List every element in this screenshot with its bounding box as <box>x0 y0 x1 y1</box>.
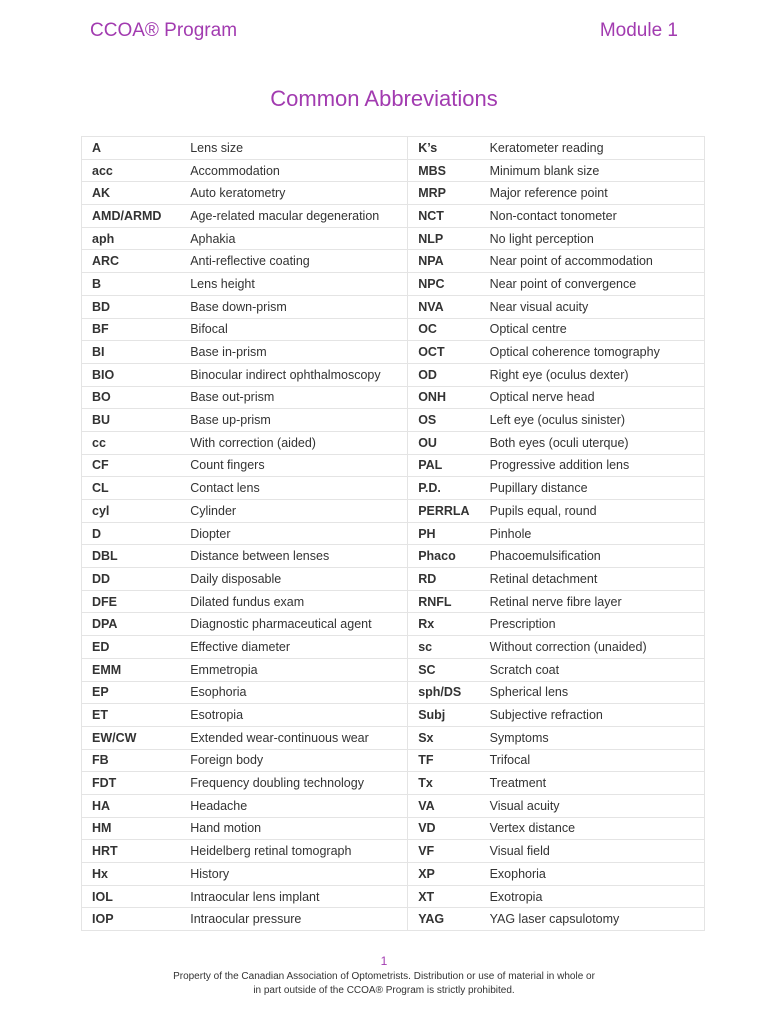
table-row <box>82 182 705 205</box>
abbreviation-cell: ARC <box>82 250 181 273</box>
meaning-cell: Base up-prism <box>180 409 407 432</box>
meaning-cell: Both eyes (oculi uterque) <box>480 431 705 454</box>
table-row <box>82 386 705 409</box>
abbreviation-cell: OU <box>408 431 480 454</box>
abbreviation-cell: acc <box>82 159 181 182</box>
abbreviation-cell: AMD/ARMD <box>82 205 181 228</box>
table-row <box>82 363 705 386</box>
meaning-cell: Visual acuity <box>480 794 705 817</box>
table-row <box>82 159 705 182</box>
abbreviation-cell: OS <box>408 409 480 432</box>
table-row <box>82 885 705 908</box>
meaning-cell: Foreign body <box>180 749 407 772</box>
table-row <box>82 477 705 500</box>
meaning-cell: Left eye (oculus sinister) <box>480 409 705 432</box>
meaning-cell: Major reference point <box>480 182 705 205</box>
meaning-cell: Spherical lens <box>480 681 705 704</box>
meaning-cell: Symptoms <box>480 726 705 749</box>
abbreviation-cell: BI <box>82 341 181 364</box>
abbreviation-cell: OC <box>408 318 480 341</box>
abbreviation-cell: NVA <box>408 295 480 318</box>
abbreviation-cell: sc <box>408 636 480 659</box>
abbreviation-cell: NCT <box>408 205 480 228</box>
copyright-line-1: Property of the Canadian Association of Optometrists. Distribution or use of material in whole or <box>173 971 595 982</box>
abbreviation-cell: VD <box>408 817 480 840</box>
abbreviation-cell: ONH <box>408 386 480 409</box>
abbreviation-cell: XP <box>408 863 480 886</box>
meaning-cell: Dilated fundus exam <box>180 590 407 613</box>
table-row <box>82 658 705 681</box>
abbreviation-cell: BF <box>82 318 181 341</box>
abbreviation-cell: EMM <box>82 658 181 681</box>
abbreviation-cell: XT <box>408 885 480 908</box>
copyright-notice <box>0 970 768 998</box>
table-row <box>82 590 705 613</box>
abbreviation-cell: NPC <box>408 273 480 296</box>
abbreviation-cell: ED <box>82 636 181 659</box>
meaning-cell: Scratch coat <box>480 658 705 681</box>
abbreviation-cell: AK <box>82 182 181 205</box>
abbreviation-cell: BD <box>82 295 181 318</box>
abbreviation-cell: BO <box>82 386 181 409</box>
abbreviation-cell: cc <box>82 431 181 454</box>
meaning-cell: Intraocular pressure <box>180 908 407 931</box>
abbreviation-cell: BIO <box>82 363 181 386</box>
meaning-cell: Aphakia <box>180 227 407 250</box>
meaning-cell: Exophoria <box>480 863 705 886</box>
abbreviation-cell: Hx <box>82 863 181 886</box>
meaning-cell: Binocular indirect ophthalmoscopy <box>180 363 407 386</box>
meaning-cell: Retinal detachment <box>480 568 705 591</box>
meaning-cell: Without correction (unaided) <box>480 636 705 659</box>
table-row <box>82 522 705 545</box>
meaning-cell: Frequency doubling technology <box>180 772 407 795</box>
abbreviation-cell: IOP <box>82 908 181 931</box>
abbreviation-cell: EW/CW <box>82 726 181 749</box>
meaning-cell: Esophoria <box>180 681 407 704</box>
abbreviation-cell: CF <box>82 454 181 477</box>
abbreviation-cell: B <box>82 273 181 296</box>
meaning-cell: Age-related macular degeneration <box>180 205 407 228</box>
meaning-cell: Pupils equal, round <box>480 500 705 523</box>
meaning-cell: Prescription <box>480 613 705 636</box>
abbreviation-cell: CL <box>82 477 181 500</box>
abbreviation-cell: RNFL <box>408 590 480 613</box>
meaning-cell: Hand motion <box>180 817 407 840</box>
meaning-cell: Headache <box>180 794 407 817</box>
meaning-cell: Base in-prism <box>180 341 407 364</box>
meaning-cell: Accommodation <box>180 159 407 182</box>
abbreviation-cell: IOL <box>82 885 181 908</box>
meaning-cell: Optical nerve head <box>480 386 705 409</box>
abbreviation-cell: DBL <box>82 545 181 568</box>
abbreviation-cell: Phaco <box>408 545 480 568</box>
table-row <box>82 431 705 454</box>
abbreviation-cell: sph/DS <box>408 681 480 704</box>
table-row <box>82 137 705 160</box>
meaning-cell: YAG laser capsulotomy <box>480 908 705 931</box>
meaning-cell: Bifocal <box>180 318 407 341</box>
meaning-cell: Keratometer reading <box>480 137 705 160</box>
abbreviation-cell: DFE <box>82 590 181 613</box>
meaning-cell: Base out-prism <box>180 386 407 409</box>
table-row <box>82 681 705 704</box>
table-row <box>82 568 705 591</box>
abbreviation-cell: HM <box>82 817 181 840</box>
program-name: CCOA® Program <box>90 20 238 41</box>
table-row <box>82 613 705 636</box>
meaning-cell: Emmetropia <box>180 658 407 681</box>
meaning-cell: Subjective refraction <box>480 704 705 727</box>
meaning-cell: Anti-reflective coating <box>180 250 407 273</box>
page-header <box>90 20 678 48</box>
abbreviation-cell: DPA <box>82 613 181 636</box>
meaning-cell: Diagnostic pharmaceutical agent <box>180 613 407 636</box>
module-label: Module 1 <box>599 20 678 41</box>
table-row <box>82 908 705 931</box>
abbreviation-cell: RD <box>408 568 480 591</box>
meaning-cell: Base down-prism <box>180 295 407 318</box>
meaning-cell: Treatment <box>480 772 705 795</box>
meaning-cell: History <box>180 863 407 886</box>
meaning-cell: Auto keratometry <box>180 182 407 205</box>
abbreviation-cell: NPA <box>408 250 480 273</box>
table-row <box>82 545 705 568</box>
meaning-cell: Daily disposable <box>180 568 407 591</box>
abbreviation-cell: OCT <box>408 341 480 364</box>
abbreviation-cell: Sx <box>408 726 480 749</box>
abbreviation-cell: VF <box>408 840 480 863</box>
table-row <box>82 295 705 318</box>
meaning-cell: Pupillary distance <box>480 477 705 500</box>
abbreviation-cell: FB <box>82 749 181 772</box>
meaning-cell: Minimum blank size <box>480 159 705 182</box>
table-row <box>82 205 705 228</box>
abbreviation-cell: cyl <box>82 500 181 523</box>
abbreviation-cell: ET <box>82 704 181 727</box>
abbreviation-cell: VA <box>408 794 480 817</box>
abbreviation-cell: MBS <box>408 159 480 182</box>
table-row <box>82 840 705 863</box>
abbreviation-cell: PH <box>408 522 480 545</box>
meaning-cell: Visual field <box>480 840 705 863</box>
meaning-cell: Trifocal <box>480 749 705 772</box>
abbreviation-cell: PERRLA <box>408 500 480 523</box>
abbreviation-cell: A <box>82 137 181 160</box>
abbreviation-cell: SC <box>408 658 480 681</box>
meaning-cell: Near point of convergence <box>480 273 705 296</box>
table-row <box>82 636 705 659</box>
abbreviation-cell: aph <box>82 227 181 250</box>
table-row <box>82 409 705 432</box>
table-row <box>82 863 705 886</box>
copyright-line-2: in part outside of the CCOA® Program is strictly prohibited. <box>253 985 515 996</box>
meaning-cell: Lens size <box>180 137 407 160</box>
abbreviation-cell: FDT <box>82 772 181 795</box>
table-row <box>82 749 705 772</box>
abbreviation-cell: NLP <box>408 227 480 250</box>
table-row <box>82 273 705 296</box>
table-row <box>82 250 705 273</box>
meaning-cell: Distance between lenses <box>180 545 407 568</box>
table-row <box>82 726 705 749</box>
meaning-cell: Diopter <box>180 522 407 545</box>
abbreviations-table-body <box>82 137 705 931</box>
table-row <box>82 704 705 727</box>
meaning-cell: Vertex distance <box>480 817 705 840</box>
abbreviation-cell: MRP <box>408 182 480 205</box>
abbreviation-cell: Rx <box>408 613 480 636</box>
abbreviation-cell: YAG <box>408 908 480 931</box>
meaning-cell: Esotropia <box>180 704 407 727</box>
abbreviation-cell: BU <box>82 409 181 432</box>
meaning-cell: Optical centre <box>480 318 705 341</box>
meaning-cell: Optical coherence tomography <box>480 341 705 364</box>
table-row <box>82 341 705 364</box>
abbreviation-cell: HA <box>82 794 181 817</box>
abbreviation-cell: TF <box>408 749 480 772</box>
meaning-cell: Extended wear-continuous wear <box>180 726 407 749</box>
meaning-cell: Exotropia <box>480 885 705 908</box>
meaning-cell: Near visual acuity <box>480 295 705 318</box>
abbreviation-cell: D <box>82 522 181 545</box>
table-row <box>82 454 705 477</box>
meaning-cell: Right eye (oculus dexter) <box>480 363 705 386</box>
abbreviation-cell: OD <box>408 363 480 386</box>
table-row <box>82 227 705 250</box>
abbreviation-cell: Tx <box>408 772 480 795</box>
abbreviation-cell: K’s <box>408 137 480 160</box>
table-row <box>82 318 705 341</box>
page-number: 1 <box>380 954 388 968</box>
meaning-cell: Cylinder <box>180 500 407 523</box>
meaning-cell: Retinal nerve fibre layer <box>480 590 705 613</box>
meaning-cell: Near point of accommodation <box>480 250 705 273</box>
abbreviation-cell: PAL <box>408 454 480 477</box>
abbreviations-table <box>81 136 705 931</box>
meaning-cell: Pinhole <box>480 522 705 545</box>
abbreviation-cell: Subj <box>408 704 480 727</box>
abbreviation-cell: EP <box>82 681 181 704</box>
table-row <box>82 500 705 523</box>
meaning-cell: Lens height <box>180 273 407 296</box>
meaning-cell: Progressive addition lens <box>480 454 705 477</box>
abbreviation-cell: HRT <box>82 840 181 863</box>
abbreviation-cell: P.D. <box>408 477 480 500</box>
meaning-cell: Count fingers <box>180 454 407 477</box>
table-row <box>82 772 705 795</box>
meaning-cell: Effective diameter <box>180 636 407 659</box>
table-row <box>82 794 705 817</box>
page-title: Common Abbreviations <box>270 86 498 111</box>
meaning-cell: Heidelberg retinal tomograph <box>180 840 407 863</box>
meaning-cell: No light perception <box>480 227 705 250</box>
meaning-cell: Intraocular lens implant <box>180 885 407 908</box>
abbreviation-cell: DD <box>82 568 181 591</box>
meaning-cell: Non-contact tonometer <box>480 205 705 228</box>
meaning-cell: Phacoemulsification <box>480 545 705 568</box>
table-row <box>82 817 705 840</box>
meaning-cell: With correction (aided) <box>180 431 407 454</box>
meaning-cell: Contact lens <box>180 477 407 500</box>
